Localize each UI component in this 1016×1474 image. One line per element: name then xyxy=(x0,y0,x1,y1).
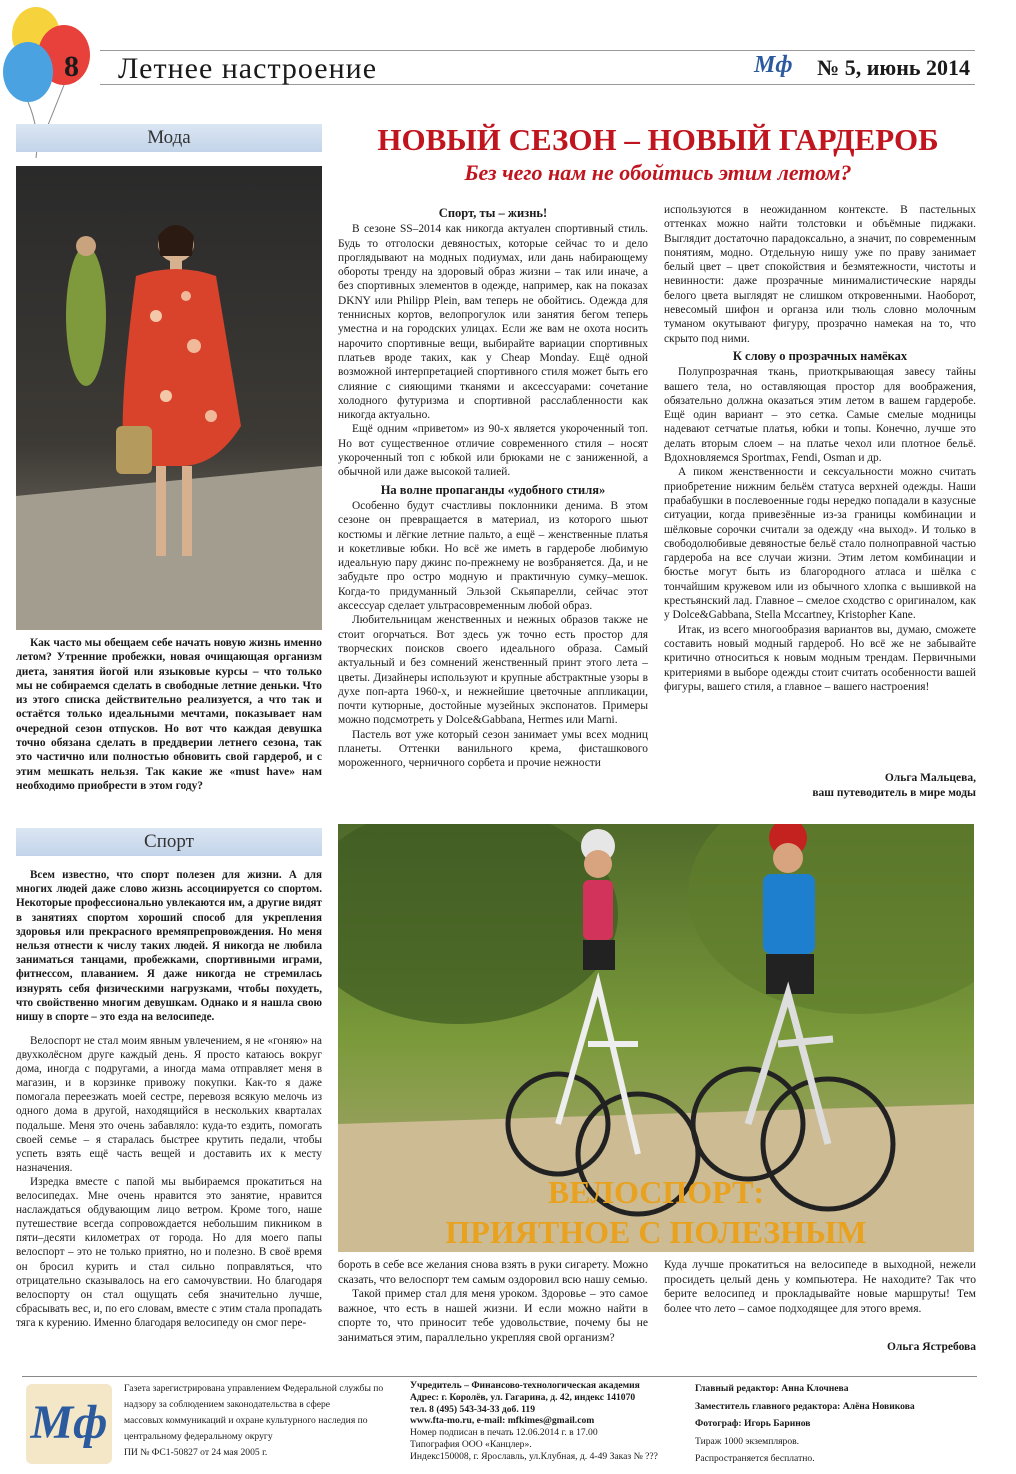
footer-registration xyxy=(124,1381,394,1461)
fashion-headline: НОВЫЙ СЕЗОН – НОВЫЙ ГАРДЕРОБ xyxy=(377,122,939,157)
footer-deputy: Алёна Новикова xyxy=(842,1400,915,1412)
footer-printer: Типография ООО «Канцлер». xyxy=(410,1438,532,1450)
paragraph: Такой пример стал для меня уроком. Здоровье – это самое важное, что есть в нашей жизни. И если можно найти в спорте то, что приносит тебе удовольствие, почему бы не заниматься этим, параллельно укрепляя свой организм? xyxy=(338,1287,648,1344)
footer-deputy-label: Заместитель главного редактора: xyxy=(695,1400,841,1412)
paragraph: Ещё одним «приветом» из 90-х является укороченный топ. Но вот существенное отличие современного стиля – носят укороченный топ с юбкой или брюками не с заниженной, а обычной или даже высокой талией. xyxy=(338,423,648,479)
sport-author: Ольга Ястребова xyxy=(886,1341,976,1353)
footer-editor-label: Главный редактор: xyxy=(695,1383,779,1394)
paragraph: Любительницам женственных и нежных образов также не стоит огорчаться. Вот здесь уж точно есть простор для творческих поисков своего идеального образа. Самый актуальный и без сомнений женственный принт этого лета – цветы. Дизайнеры используют и крупные абстрактные узоры в духе поп-арта 1960-х, и нежнейшие цветочные аппликации, почти кутюрные, достойные музейных экспонатов. Примеры можно подсмотреть у Dolce&Gabbana, Hermes или Marni. xyxy=(338,614,648,727)
paragraph: Итак, из всего многообразия вариантов вы, думаю, сможете составить новый модный гардероб. Но всё же не забывайте критично относиться к новым модным трендам. Первичными критериями в выборе одежды стоит считать особенности вашей фигуры, вашего стиля, а главное – вашего настроения! xyxy=(664,623,976,693)
fashion-author-block xyxy=(664,771,976,801)
footer-signed: Номер подписан в печать 12.06.2014 г. в 17.00 xyxy=(410,1427,598,1439)
header-rule xyxy=(100,50,975,51)
fashion-intro-text: Как часто мы обещаем себе начать новую жизнь именно летом? Утренние пробежки, новая очищающая организм диета, занятия йогой или языковые курсы – что только мы не собираемся сделать в свободные летние деньки. Что из этого списка действительно реализуется, а что так и остаётся только идеальными мечтами, показывает нам очередной сезон отпусков. Но вот что каждая девушка точно обязана сделать в преддверии летнего сезона, так это частично или полностью обновить свой гардероб, и с этим мешкать нельзя. Так какие же «must have» нам необходимо приобрести в этом году? xyxy=(16,637,322,792)
sport-intro xyxy=(16,868,322,1024)
paragraph: Велоспорт не стал моим явным увлечением, я не «гоняю» на двухколёсном друге каждый день. Я просто катаюсь вокруг дома, иногда с подругами, а иногда мама отправляет меня в магазин, и в корзинке привожу покупки. Как-то я даже помогала переезжать моей сестре, перевозя всякую мелочь из одного дома в другой, находящийся в нескольких кварталах подальше. Меня это очень забавляло: куда-то ездить, помогать своей семье – я старалась быстрее крутить педали, чтобы успеть взять ещё часть вещей и доставить их к месту назначения. xyxy=(16,1035,322,1174)
footer-phone: тел. 8 (495) 543-34-33 доб. 119 xyxy=(410,1403,535,1415)
footer-editor: Анна Клочнева xyxy=(781,1383,849,1394)
newspaper-logo: Мф xyxy=(754,52,793,78)
rubric-fashion: Мода xyxy=(16,124,322,152)
footer-circulation: Тираж 1000 экземпляров. xyxy=(695,1435,800,1447)
footer-founder: Учредитель – Финансово-технологическая академия xyxy=(410,1380,640,1391)
paragraph: Полупрозрачная ткань, приоткрывающая завесу тайны вашего тела, но оставляющая простор для воображения, обязательно должна оказаться этим летом в вашем гардеробе. Ещё один вариант – это сетка. Самые смелые модницы надевают сетчатые платья, юбки и топы. Конечно, лучше это делать вторым слоем – на платье чехол или плотное бельё. Вдохновляемся Sportmax, Fendi, Osman и др. xyxy=(664,366,976,465)
paragraph: В сезоне SS–2014 как никогда актуален спортивный стиль. Будь то отголоски девяностых, которые сейчас то и дело проглядывают на модных подиумах, или дань набирающему обороты тренду на здоровый образ жизни – так или иначе, а без спортивных элементов в одежде, например, как на показах DKNY или Philipp Plein, вам теперь не обойтись. Одежда для теннисных кортов, велопрогулок или занятия бегом теперь уместна и на городских улицах. Если же вам не охота носить нарочито спортивные вещи, выбирайте вариации спортивных платьев вроде таких, как у Cheap Monday. Ещё одной возможной интерпретацией спортивного стиля может быть его слияние с сияющими тканями и аксессуарами: сочетание холодного футуризма и спортивной расслабленности как никогда актуально. xyxy=(338,223,648,422)
fashion-author: Ольга Мальцева, xyxy=(884,772,976,784)
page-number: 8 xyxy=(64,50,79,83)
footer-staff xyxy=(695,1380,980,1468)
fashion-runway-photo xyxy=(16,166,322,630)
sport-column-1 xyxy=(16,1034,322,1330)
footer-logo: Мф xyxy=(26,1384,112,1464)
footer-address: Адрес: г. Королёв, ул. Гагарина, д. 42, индекс 141070 xyxy=(410,1391,636,1403)
paragraph: Изредка вместе с папой мы выбираемся прокатиться на велосипедах. Мне очень нравится это занятие, нравится наслаждаться обдувающим лицо ветром. Кроме того, наше путешествие всегда сопровождается небольшим пикником в пяти–десяти километрах от города. Но для моего папы велоспорт – это не только приятно, но и полезно. В своё время он бросил курить и стал сильно поправляться, что отрицательно сказывалось на его самочувствии. Но благодаря велоспорту он стал ощущать себя значительно лучше, сбрасывать вес, и, по его словам, вместе с этим стала пропадать тяга к курению. Именно благодаря велосипеду он смог пере- xyxy=(16,1175,322,1329)
footer-reg-line: Газета зарегистрирована управлением Федеральной службы по надзору за соблюдением законодательства в сфере xyxy=(124,1383,384,1410)
sport-headline-line2: ПРИЯТНОЕ С ПОЛЕЗНЫМ xyxy=(445,1214,867,1250)
paragraph: бороть в себе все желания снова взять в руки сигарету. Можно сказать, что велоспорт тем самым оздоровил всю нашу семью. xyxy=(338,1258,648,1286)
footer-publisher xyxy=(410,1380,680,1463)
footer-reg-line: массовых коммуникаций и охране культурного наследия по xyxy=(124,1415,368,1426)
fashion-column-3 xyxy=(664,203,976,694)
issue-number: № 5, июнь 2014 xyxy=(817,55,970,80)
paragraph: Куда лучше прокатиться на велосипеде в выходной, нежели просидеть целый день у компьютера. Не находите? Так что берите велосипед и прокладывайте новые маршруты! Тем более что лето – самое подходящее для этого время. xyxy=(664,1258,976,1315)
paragraph: Особенно будут счастливы поклонники денима. В этом сезоне он превращается в материал, из которого шьют костюмы и лёгкие летние пальто, а ещё – женственные платья и кокетливые юбки. Но всё же иметь в гардеробе любимую идеальную пару джинс по-прежнему не возбраняется. Да, и не забудьте про остро модную и практичную сумку–мешок. Когда-то придуманный Эльзой Скьяпарелли, сейчас этот аксессуар сделает ультрасовременным любой образ. xyxy=(338,499,648,613)
fashion-subheading-comfort: На волне пропаганды «удобного стиля» xyxy=(380,482,606,497)
paragraph: используются в неожиданном контексте. В пастельных оттенках можно найти толстовки и объёмные пиджаки. Выглядит достаточно парадоксально, а значит, по современным понятиям, модно. Отдельную нишу уже по праву занимает белый цвет – цвет спокойствия и безмятежности, чистоты и невинности: даже прозрачные минималистические наряды белого цвета выглядят не слишком откровенными. Наоборот, невесомый шифон и органза или тюль словно молочным туманом окутывают фигуру, прозрачно намекая на то, что скрыто под ними. xyxy=(664,204,976,345)
sport-intro-text: Всем известно, что спорт полезен для жизни. А для многих людей даже слово жизнь ассоциируется со спортом. Некоторые профессионально увлекаются им, а другие видят в занятиях спортом хороший способ для укрепления здоровья или прекрасного времяпрепровождения. Но меня нельзя отнести к числу таких людей. Я никогда не любила заниматься танцами, пробежками, спортивными играми, фитнессом, плаванием. Я даже никогда не стремилась изнурять себя физическими нагрузками, чтобы похудеть, что свойственно многим девушкам. Однако и я нашла свою нишу в спорте – это езда на велосипеде. xyxy=(16,869,322,1024)
footer-photo-label: Фотограф: xyxy=(695,1418,742,1429)
footer-photographer: Игорь Баринов xyxy=(744,1418,811,1429)
fashion-column-2 xyxy=(338,203,648,771)
sport-headline-line1: ВЕЛОСПОРТ: xyxy=(547,1174,765,1210)
fashion-subheading-sheer: К слову о прозрачных намёках xyxy=(732,348,908,363)
fashion-subheading-sport: Спорт, ты – жизнь! xyxy=(438,206,548,220)
footer-rule xyxy=(22,1376,977,1377)
fashion-subhead: Без чего нам не обойтись этим летом? xyxy=(464,160,852,185)
footer-reg-line: центральному федеральному округу xyxy=(124,1431,273,1442)
sport-headline xyxy=(338,1172,974,1252)
footer-printer-address: Индекс150008, г. Ярославль, ул.Клубная, д. 4-49 Заказ № ??? xyxy=(410,1450,658,1462)
paragraph: Пастель вот уже который сезон занимает умы всех модниц планеты. Оттенки ванильного крема, фисташкового мороженного, черничного сорбета и прочие нежности xyxy=(338,728,648,770)
rubric-sport: Спорт xyxy=(16,828,322,856)
sport-column-3 xyxy=(664,1258,976,1316)
sport-column-2 xyxy=(338,1258,648,1346)
fashion-intro xyxy=(16,636,322,793)
footer-web: www.fta-mo.ru, e-mail: mfkimes@gmail.com xyxy=(410,1415,595,1427)
footer-free: Распространяется бесплатно. xyxy=(695,1453,815,1464)
fashion-author-role: ваш путеводитель в мире моды xyxy=(812,787,976,799)
paragraph: А пиком женственности и сексуальности можно считать приобретение нижним бельём статуса верхней одежды. Наши прабабушки в послевоенные годы нередко попадали в казусные ситуации, когда привезённые из-за границы комбинации и шёлковые сорочки считали за одежду «на выход». И только в свободолюбивые девяностые бельё стало полноправной частью гардероба на все случаи жизни. Этим летом комбинации и бюстье могут быть из благородного атласа и шёлка с тончайшим кружевом или из обычного хлопка с вышивкой на крестьянский лад. Главное – смелое сходство с оригиналом, как у Dolce&Gabbana, Stella Mccartney, Kristopher Kane. xyxy=(664,466,976,622)
footer-reg-line: ПИ № ФС1-50827 от 24 мая 2005 г. xyxy=(124,1447,268,1458)
section-title: Летнее настроение xyxy=(118,52,378,85)
